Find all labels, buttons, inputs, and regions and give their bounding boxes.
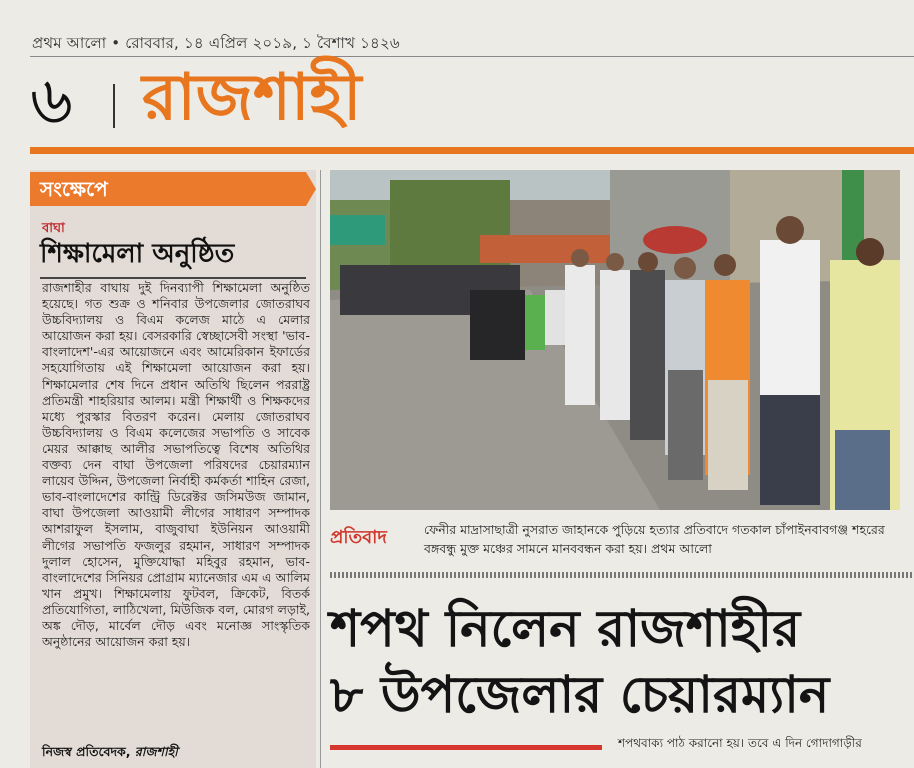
section-title: রাজশাহী xyxy=(142,60,362,135)
photo-caption-label: প্রতিবাদ xyxy=(330,527,387,548)
photo-credit: প্রথম আলো xyxy=(651,541,712,556)
page-number: ৬ xyxy=(30,62,73,139)
brief-title: শিক্ষামেলা অনুষ্ঠিত xyxy=(40,239,235,269)
headline-line-2: ৮ উপজেলার চেয়ারম্যান xyxy=(330,665,830,725)
section-rule xyxy=(30,147,914,154)
column-divider xyxy=(320,170,321,768)
photo-caption-text: ফেনীর মাদ্রাসাছাত্রী নুসরাত জাহানকে পুড়িয়ে হত্যার প্রতিবাদে গতকাল চাঁপাইনবাবগঞ্জ শহরের বঙ্গবন্ধু মুক্ত মঞ্চের সামনে মানববন্ধন করা হয়। xyxy=(424,522,885,556)
top-rule xyxy=(30,56,914,57)
photo-caption xyxy=(424,520,909,558)
brief-title-rule xyxy=(40,277,306,279)
story-separator xyxy=(330,572,914,578)
byline-prefix: নিজস্ব প্রতিবেদক, xyxy=(42,744,131,759)
dateline: প্রথম আলো • রোববার, ১৪ এপ্রিল ২০১৯, ১ বৈশাখ ১৪২৬ xyxy=(32,34,400,52)
brief-header: সংক্ষেপে xyxy=(30,172,306,206)
brief-place-tag: বাঘা xyxy=(42,221,65,236)
brief-byline xyxy=(42,744,178,764)
story-headline xyxy=(330,596,910,728)
story-continuation: শপথবাক্য পাঠ করানো হয়। তবে এ দিন গোদাগাড়ীর xyxy=(618,736,862,750)
headline-line-1: শপথ নিলেন রাজশাহীর xyxy=(330,599,801,659)
news-photo xyxy=(330,170,900,510)
byline-place: রাজশাহী xyxy=(134,744,178,759)
protest-photo-illustration xyxy=(330,170,900,510)
masthead-divider xyxy=(113,84,115,128)
brief-body: রাজশাহীর বাঘায় দুই দিনব্যাপী শিক্ষামেলা অনুষ্ঠিত হয়েছে। গত শুক্র ও শনিবার উপজেলার জোতরাঘব উচ্চবিদ্যালয় ও বিএম কলেজ মাঠে এ মেলার আয়োজন করা হয়। বেসরকারি স্বেচ্ছাসেবী সংস্থা 'ভাব-বাংলাদেশ'-এর আয়োজনে এবং আমেরিকান ইফার্ডের সহযোগিতায় এই শিক্ষামেলা আয়োজন করা হয়। শিক্ষামেলার শেষ দিনে প্রধান অতিথি ছিলেন পররাষ্ট্র প্রতিমন্ত্রী শাহরিয়ার আলম। মন্ত্রী শিক্ষার্থী ও শিক্ষকদের মধ্যে পুরস্কার বিতরণ করেন। মেলায় জোতরাঘব উচ্চবিদ্যালয় ও বিএম কলেজের সভাপতি ও সাবেক মেয়র আক্কাছ আলীর সভাপতিত্বে বিশেষ অতিথির বক্তব্য দেন বাঘা উপজেলা পরিষদের চেয়ারম্যান লায়েব উদ্দিন, উপজেলা নির্বাহী কর্মকর্তা শাহিন রেজা, ভাব-বাংলাদেশের কান্ট্রি ডিরেক্টর জসিমউজ জামান, বাঘা উপজেলা আওয়ামী লীগের সাধারণ সম্পাদক আশরাফুল ইসলাম, বাজুবাঘা ইউনিয়ন আওয়ামী লীগের সভাপতি ফজলুর রহমান, সাধারণ সম্পাদক দুলাল হোসেন, মুক্তিযোদ্ধা মহিবুর রহমান, ভাব-বাংলাদেশের সিনিয়র প্রোগ্রাম ম্যানেজার এম এ আলিম খান প্রমুখ। শিক্ষামেলায় ফুটবল, ক্রিকেট, বিতর্ক প্রতিযোগিতা, লাঠিখেলা, মিউজিক বল, মোরগ লড়াই, অঙ্ক দৌড়, মার্বেল দৌড় এবং মনোজ্ঞ সাংস্কৃতিক অনুষ্ঠানের আয়োজন করা হয়। xyxy=(42,280,310,650)
story-red-rule xyxy=(330,745,602,750)
